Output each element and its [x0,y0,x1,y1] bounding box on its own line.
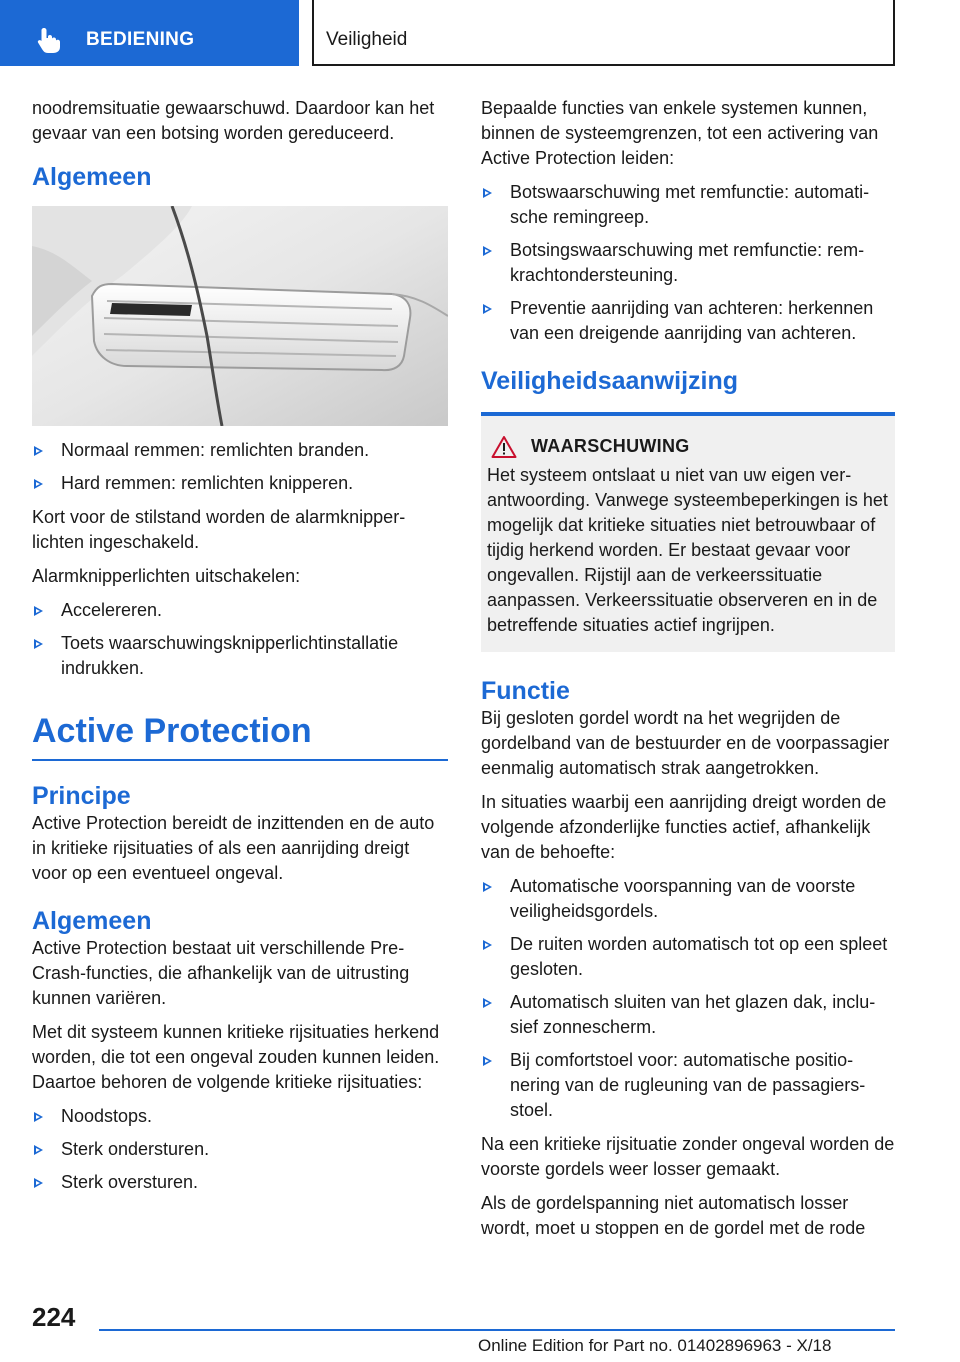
list-item: Toets waarschuwingsknipperlichtinstallatie indrukken. [32,631,448,681]
list-item: Botsingswaarschuwing met remfunctie: remkrachtondersteuning. [481,238,895,288]
alarm-off-list [32,598,448,681]
chapter-tab-label: BEDIENING [86,29,195,50]
list-item: Accelereren. [32,598,448,623]
list-item: Sterk ondersturen. [32,1137,448,1162]
header-rule-right [893,0,895,66]
list-item: Noodstops. [32,1104,448,1129]
brake-light-list [32,438,448,496]
heading-principe: Principe [32,782,131,810]
right-column [481,96,895,1250]
paragraph-algemeen-b: Met dit systeem kunnen kritieke rijsituaties herkend worden, die tot een ongeval zouden kunnen leiden. Daartoe behoren de volgende kritieke rijsituaties: [32,1022,440,1092]
heading-functie: Functie [481,677,570,705]
list-item: Automatische voorspanning van de voorste veiligheidsgordels. [481,874,895,924]
heading-algemeen: Algemeen [32,163,152,191]
header-rule-bottom [312,64,895,66]
tail-light-illustration [32,206,448,426]
paragraph-functie-1: Bij gesloten gordel wordt na het wegrijden de gordelband van de bestuurder en de voorpassagier eenmalig automatisch strak aangetrokken. [481,708,890,778]
paragraph-als: Als de gordelspanning niet automatisch losser wordt, moet u stoppen en de gordel met de rode [481,1193,866,1238]
paragraph-algemeen-a: Active Protection bestaat uit verschillende Pre-Crash-functies, die afhankelijk van de uitrusting kunnen variëren. [32,938,410,1008]
warning-title: WAARSCHUWING [531,436,690,456]
heading-active-protection: Active Protection [32,712,312,750]
footer-rule [99,1329,895,1331]
warning-text: Het systeem ontslaat u niet van uw eigen verantwoording. Vanwege systeembeperkingen is het mogelijk dat kritieke situaties niet betrouwbaar of tijdig herkend worden. Er bestaat gevaar voor ongevallen. Rijstijl aan de verkeerssituatie aanpassen. Verkeerssituatie observeren en in de betreffende situaties actief ingrijpen. [487,465,888,635]
list-item: Automatisch sluiten van het glazen dak, inclusief zonnescherm. [481,990,895,1040]
paragraph-alarm: Alarmknipperlichten uitschakelen: [32,566,301,586]
list-item: Hard remmen: remlichten knipperen. [32,471,448,496]
chapter-tab[interactable] [0,0,299,66]
paragraph-kort: Kort voor de stilstand worden de alarmknipperlichten ingeschakeld. [32,507,406,552]
intro-paragraph: noodremsituatie gewaarschuwd. Daardoor kan het gevaar van een botsing worden gereduceerd. [32,98,435,143]
list-item: De ruiten worden automatisch tot op een spleet gesloten. [481,932,895,982]
paragraph-functie-2: In situaties waarbij een aanrijding dreigt worden de volgende afzonderlijke functies actief, afhankelijk van de behoefte: [481,792,887,862]
section-title: Veiligheid [326,29,408,50]
list-item: Botswaarschuwing met remfunctie: automatische remingreep. [481,180,895,230]
page-number: 224 [32,1302,76,1332]
edition-note: Online Edition for Part no. 01402896963 - X/18 [478,1336,832,1355]
paragraph-bepaalde: Bepaalde functies van enkele systemen kunnen, binnen de systeemgrenzen, tot een activering van Active Protection leiden: [481,98,879,168]
warning-triangle-icon [491,435,517,459]
warning-header [487,434,889,459]
heading-veiligheidsaanwijzing: Veiligheidsaanwijzing [481,367,739,395]
list-item: Sterk oversturen. [32,1170,448,1195]
heading-algemeen-2: Algemeen [32,907,152,935]
paragraph-principe: Active Protection bereidt de inzittenden en de auto in kritieke rijsituaties of als een aanrijding dreigt voor op een eventueel ongeval. [32,813,435,883]
list-item: Preventie aanrijding van achteren: herkennen van een dreigende aanrijding van achteren. [481,296,895,346]
systems-list [481,180,895,346]
left-column [32,96,448,1204]
hand-pointer-icon [36,26,62,54]
paragraph-na: Na een kritieke rijsituatie zonder ongeval worden de voorste gordels weer losser gemaakt. [481,1134,895,1179]
list-item: Normaal remmen: remlichten branden. [32,438,448,463]
critical-situations-list [32,1104,448,1195]
functions-list [481,874,895,1123]
warning-box [481,412,895,652]
list-item: Bij comfortstoel voor: automatische positionering van de rugleuning van de passagiersstoel. [481,1048,895,1123]
header-rule-left [312,0,314,66]
active-protection-rule [32,759,448,761]
